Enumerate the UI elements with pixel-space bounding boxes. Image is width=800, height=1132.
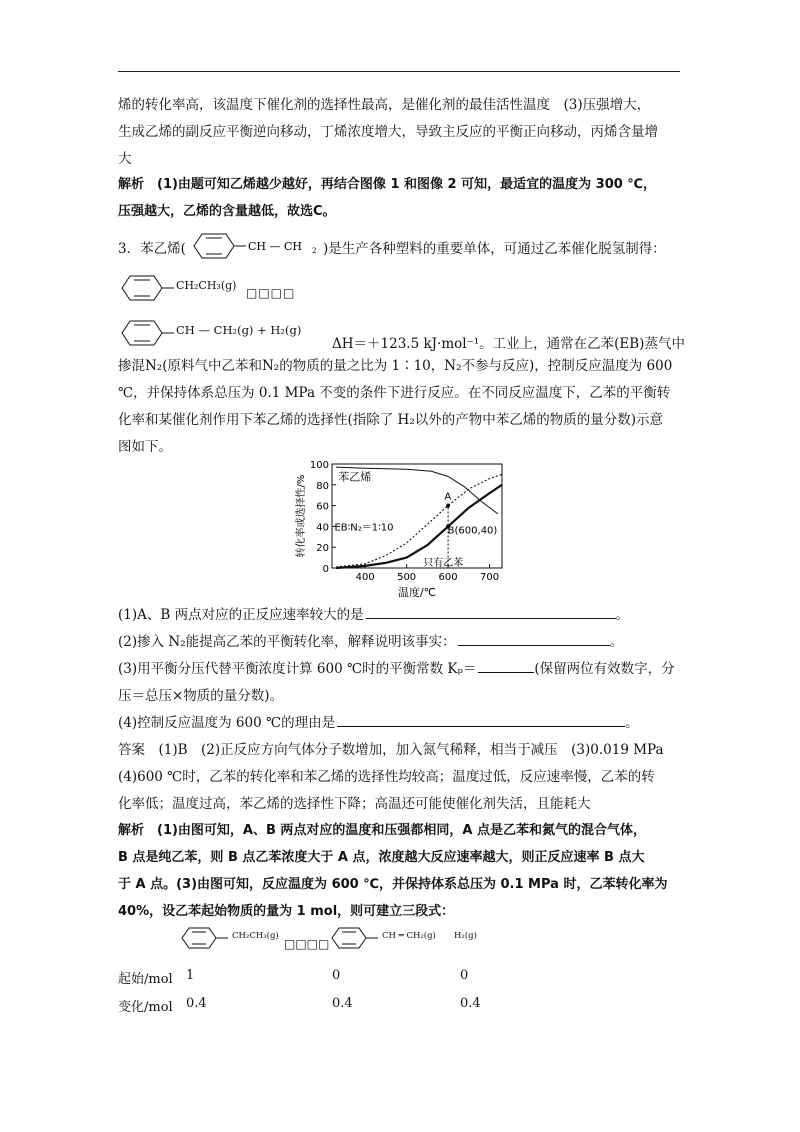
text-line: 化率低；温度过高，苯乙烯的选择性下降；高温还可能使催化剂失活，且能耗大 <box>118 796 591 812</box>
table-cell: 0 <box>460 968 469 983</box>
period: 。 <box>615 607 630 623</box>
table-cell: 起始/mol <box>118 972 173 987</box>
y-tick-label: 20 <box>316 543 329 555</box>
question-list <box>118 602 682 737</box>
answer-block <box>118 737 682 818</box>
conversion-chart <box>292 456 508 602</box>
table-cell: 0.4 <box>332 996 353 1011</box>
x-tick-label: 600 <box>438 572 458 583</box>
question-3b-text: (保留两位有效数字，分 <box>534 661 675 677</box>
answer-blank-2[interactable] <box>458 629 610 646</box>
text-line: 化率和某催化剂作用下苯乙烯的选择性(指除了 H₂以外的产物中苯乙烯的物质的量分数)示意 <box>118 412 664 428</box>
text-line: 40%，设乙苯起始物质的量为 1 mol，则可建立三段式： <box>118 904 455 919</box>
table-cell: 0 <box>332 968 341 983</box>
answer-blank-4[interactable] <box>337 710 625 727</box>
x-tick-label: 400 <box>355 572 375 583</box>
intro-suffix: )是生产各种塑料的重要单体，可通过乙苯催化脱氢制得： <box>323 241 666 257</box>
question-1-text: (1)A、B 两点对应的正反应速率较大的是 <box>118 607 364 623</box>
table-cell: 变化/mol <box>118 1000 173 1015</box>
period: 。 <box>609 634 624 650</box>
annotation-b: B(600,40) <box>447 525 498 537</box>
question-1 <box>118 602 682 629</box>
analysis-1 <box>118 171 682 225</box>
styrene-sub: 2 <box>312 247 317 255</box>
eq2-reactant: CH₂CH₃(g) <box>232 931 279 941</box>
question-3 <box>118 656 682 683</box>
text-line: ℃，并保持体系总压为 0.1 MPa 不变的条件下进行反应。在不同反应温度下，乙苯的平衡转 <box>118 385 671 401</box>
reactant-structure <box>118 270 418 306</box>
y-tick-label: 100 <box>309 460 329 471</box>
y-axis-label: 转化率或选择性/% <box>296 474 307 558</box>
header-rule <box>118 71 680 72</box>
text-line: 于 A 点。(3)由图可知，反应温度为 600 ℃，并保持体系总压为 0.1 MPa 时，乙苯转化率为 <box>118 877 668 892</box>
question-3-body <box>118 353 682 461</box>
question-4 <box>118 710 682 737</box>
text-line: 解析 (1)由题可知乙烯越少越好，再结合图像 1 和图像 2 可知，最适宜的温度为 300 ℃， <box>118 177 657 192</box>
eq2-product: CH ═ CH₂(g) <box>382 931 436 941</box>
data-point <box>446 504 450 508</box>
table-cell: 1 <box>186 968 195 983</box>
x-axis-label: 温度/℃ <box>397 586 437 599</box>
text-line: 答案 (1)B (2)正反应方向气体分子数增加，加入氮气稀释，相当于减压 (3)0.019 MPa <box>118 742 664 758</box>
reactant-label: CH₂CH₃(g) <box>176 279 237 292</box>
text-line: 压强越大，乙烯的含量越低，故选C。 <box>118 204 336 219</box>
question-3-intro <box>118 228 688 268</box>
reaction-arrow-box: □□□□ <box>246 286 296 300</box>
y-tick-label: 80 <box>316 480 329 492</box>
annotation-a: A <box>444 491 452 503</box>
question-2-text: (2)掺入 N₂能提高乙苯的平衡转化率，解释说明该事实： <box>118 634 456 650</box>
annotation-only-eb: 只有乙苯 <box>423 557 464 569</box>
text-line: 掺混N₂(原料气中乙苯和N₂的物质的量之比为 1∶10，N₂不参与反应)，控制反应温度为 600 <box>118 358 673 374</box>
table-cell: 0.4 <box>460 996 481 1011</box>
product-label: CH — CH₂(g) + H₂(g) <box>176 323 302 337</box>
benzene-ring-icon <box>178 923 230 953</box>
styrene-structure <box>190 228 320 264</box>
text-line: B 点是纯乙苯，则 B 点乙苯浓度大于 A 点，浓度越大反应速率越大，则正反应速率 B 点大 <box>118 850 645 865</box>
intro-prefix: 3．苯乙烯( <box>118 241 186 257</box>
question-4-text: (4)控制反应温度为 600 ℃的理由是 <box>118 715 336 731</box>
text-line: 生成乙烯的副反应平衡逆向移动，丁烯浓度增大，导致主反应的平衡正向移动，丙烯含量增 <box>118 124 658 140</box>
question-3a-text: (3)用平衡分压代替平衡浓度计算 600 ℃时的平衡常数 Kₚ＝ <box>118 661 477 677</box>
product-structure <box>118 315 688 351</box>
x-tick-label: 700 <box>480 572 500 583</box>
answer-blank-1[interactable] <box>366 602 616 619</box>
y-tick-label: 0 <box>322 564 329 575</box>
analysis-2 <box>118 817 682 925</box>
styrene-group: CH — CH <box>248 240 303 253</box>
table-cell: 0.4 <box>186 996 207 1011</box>
equation-2 <box>178 923 518 955</box>
text-line: 压＝总压×物质的量分数)。 <box>118 688 284 704</box>
answer-blank-3[interactable] <box>478 656 534 673</box>
benzene-ring-icon <box>118 270 178 306</box>
delta-h: ΔH＝＋123.5 kJ·mol⁻¹。工业上，通常在乙苯(EB)蒸气中 <box>332 336 685 352</box>
question-2 <box>118 629 682 656</box>
x-tick-label: 500 <box>397 572 417 583</box>
benzene-ring-icon <box>328 923 380 953</box>
text-line: 图如下。 <box>118 439 172 455</box>
y-tick-label: 60 <box>316 501 329 513</box>
benzene-ring-icon <box>118 315 178 351</box>
eq2-h2: H₂(g) <box>454 931 477 941</box>
period: 。 <box>625 715 639 731</box>
text-line: 烯的转化率高，该温度下催化剂的选择性最高，是催化剂的最佳活性温度 (3)压强增大， <box>118 97 651 113</box>
table-row <box>118 996 678 1024</box>
eq2-box: □□□□ <box>284 937 330 951</box>
annotation-styrene: 苯乙烯 <box>338 470 372 484</box>
three-stage-table <box>118 968 678 1024</box>
y-tick-label: 40 <box>316 522 329 534</box>
text-line: (4)600 ℃时，乙苯的转化率和苯乙烯的选择性均较高；温度过低，反应速率慢，乙苯的转 <box>118 769 655 785</box>
text-line: 大 <box>118 151 132 167</box>
annotation-eb-n2: EB∶N₂＝1∶10 <box>334 522 394 534</box>
series-line <box>336 474 502 567</box>
table-row <box>118 968 678 996</box>
answer-continuation <box>118 92 682 173</box>
text-line: 解析 (1)由图可知，A、B 两点对应的温度和压强都相同，A 点是乙苯和氮气的混合气体， <box>118 823 647 838</box>
